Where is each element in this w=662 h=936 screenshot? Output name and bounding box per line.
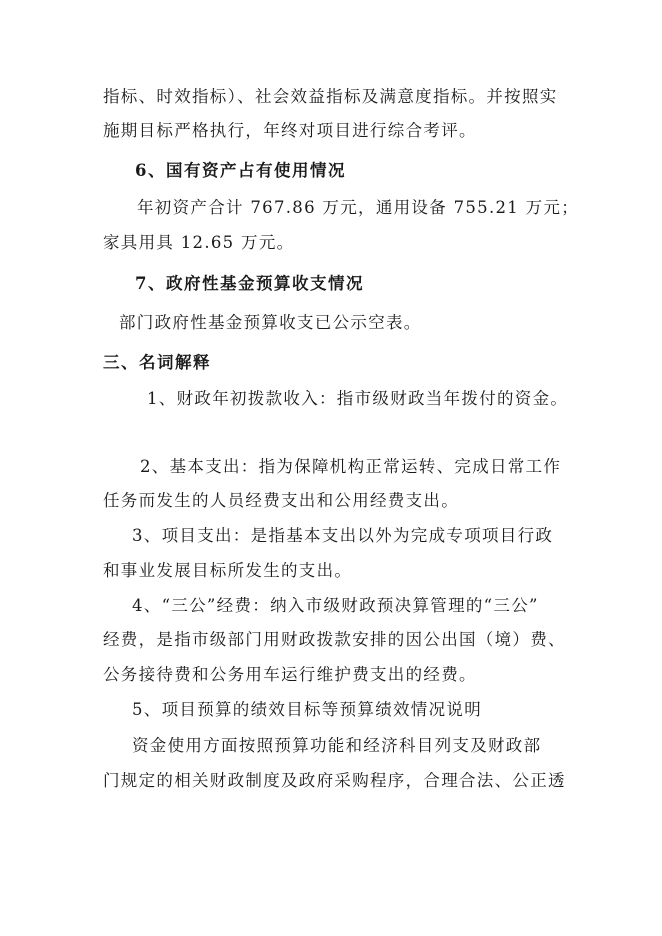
body-text-line: 4、“三公”经费：纳入市级财政预决算管理的“三公”	[132, 596, 539, 615]
body-text-line: 施期目标严格执行，年终对项目进行综合考评。	[103, 121, 477, 140]
body-text-line: 1、财政年初拨款收入：指市级财政当年拨付的资金。	[147, 389, 569, 408]
body-text-line: 任务而发生的人员经费支出和公用经费支出。	[103, 491, 459, 510]
body-text-line: 公务接待费和公务用车运行维护费支出的经费。	[103, 665, 477, 684]
body-text-line: 经费，是指市级部门用财政拨款安排的因公出国（境）费、	[103, 630, 566, 649]
body-text-line: 2、基本支出：指为保障机构正常运转、完成日常工作	[140, 457, 562, 476]
body-text-line: 5、项目预算的绩效目标等预算绩效情况说明	[132, 700, 482, 719]
body-text-line: 3、项目支出：是指基本支出以外为完成专项项目行政	[132, 526, 554, 545]
body-text-line: 资金使用方面按照预算功能和经济科目列支及财政部	[132, 736, 542, 755]
body-text-line: 年初资产合计 767.86 万元，通用设备 755.21 万元；	[137, 198, 580, 217]
body-text-line: 家具用具 12.65 万元。	[103, 233, 295, 252]
section-heading: 7、政府性基金预算收支情况	[135, 274, 364, 293]
section-heading: 6、国有资产占有使用情况	[135, 161, 346, 180]
chapter-heading: 三、名词解释	[103, 353, 211, 372]
body-text-line: 部门政府性基金预算收支已公示空表。	[119, 313, 422, 332]
body-text-line: 和事业发展目标所发生的支出。	[103, 561, 353, 580]
body-text-line: 指标、时效指标）、社会效益指标及满意度指标。并按照实	[103, 87, 558, 106]
body-text-line: 门规定的相关财政制度及政府采购程序，合理合法、公正透	[103, 771, 566, 790]
